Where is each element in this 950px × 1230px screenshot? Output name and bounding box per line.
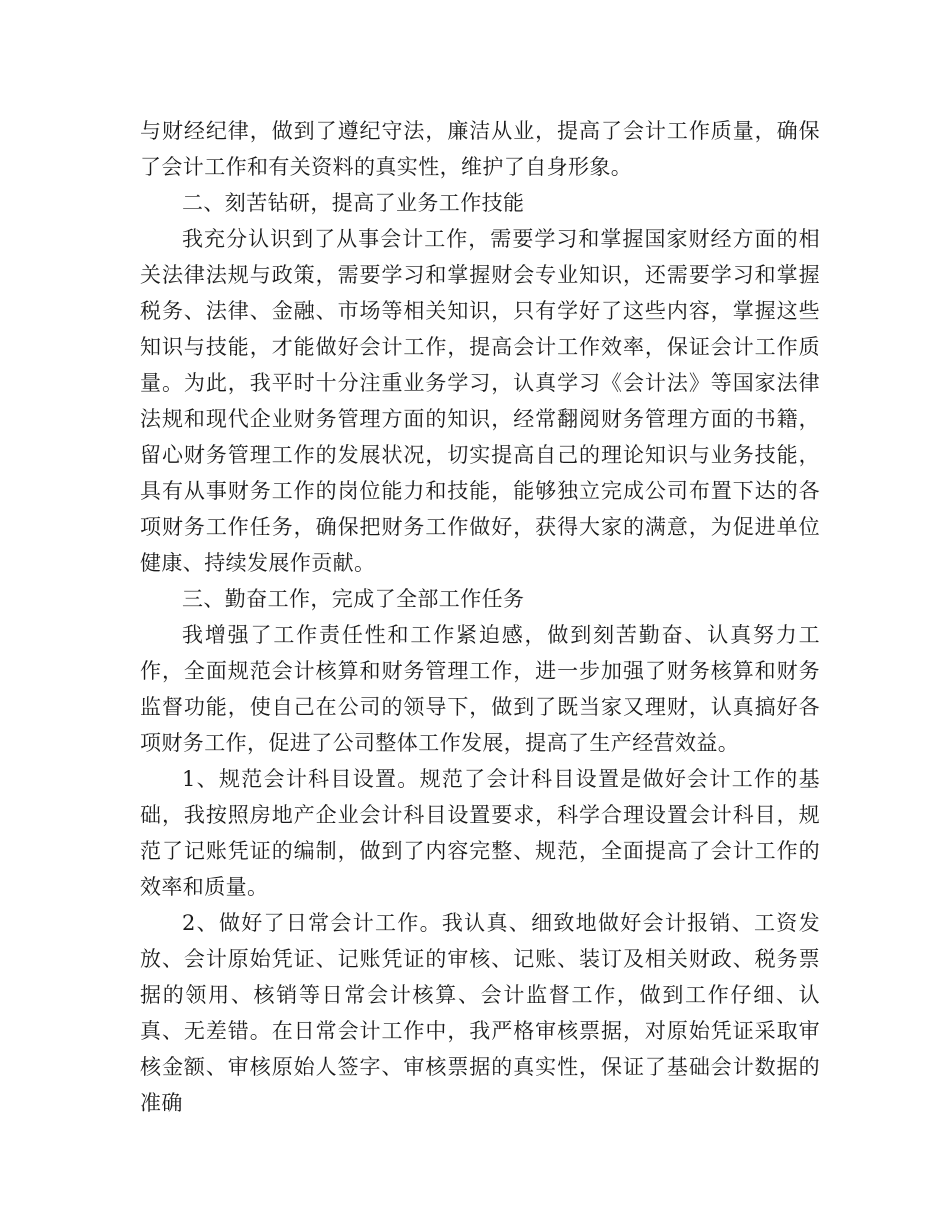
paragraph-item-2: 2、做好了日常会计工作。我认真、细致地做好会计报销、工资发放、会计原始凭证、记账凭证的审核、记账、装订及相关财政、税务票据的领用、核销等日常会计核算、会计监督工作，做到工作仔细、认真、无差错。在日常会计工作中，我严格审核票据，对原始凭证采取审核金额、审核原始人签字、审核票据的真实性，保证了基础会计数据的准确 <box>140 911 820 1115</box>
paragraph-study: 我充分认识到了从事会计工作，需要学习和掌握国家财经方面的相关法律法规与政策，需要学习和掌握财会专业知识，还需要学习和掌握税务、法律、金融、市场等相关知识，只有学好了这些内容，掌握这些知识与技能，才能做好会计工作，提高会计工作效率，保证会计工作质量。为此，我平时十分注重业务学习，认真学习《会计法》等国家法律法规和现代企业财务管理方面的知识，经常翻阅财务管理方面的书籍，留心财务管理工作的发展状况，切实提高自己的理论知识与业务技能，具有从事财务工作的岗位能力和技能，能够独立完成公司布置下达的各项财务工作任务，确保把财务工作做好，获得大家的满意，为促进单位健康、持续发展作贡献。 <box>140 227 820 575</box>
paragraph-item-1: 1、规范会计科目设置。规范了会计科目设置是做好会计工作的基础，我按照房地产企业会计科目设置要求，科学合理设置会计科目，规范了记账凭证的编制，做到了内容完整、规范，全面提高了会计工作的效率和质量。 <box>140 767 820 899</box>
paragraph-diligence: 我增强了工作责任性和工作紧迫感，做到刻苦勤奋、认真努力工作，全面规范会计核算和财务管理工作，进一步加强了财务核算和财务监督功能，使自己在公司的领导下，做到了既当家又理财，认真搞好各项财务工作，促进了公司整体工作发展，提高了生产经营效益。 <box>140 623 820 755</box>
document-page <box>140 113 820 1121</box>
paragraph-continuation: 与财经纪律，做到了遵纪守法，廉洁从业，提高了会计工作质量，确保了会计工作和有关资料的真实性，维护了自身形象。 <box>140 119 820 179</box>
section-heading-3: 三、勤奋工作，完成了全部工作任务 <box>182 587 525 611</box>
section-heading-2: 二、刻苦钻研，提高了业务工作技能 <box>182 191 525 215</box>
